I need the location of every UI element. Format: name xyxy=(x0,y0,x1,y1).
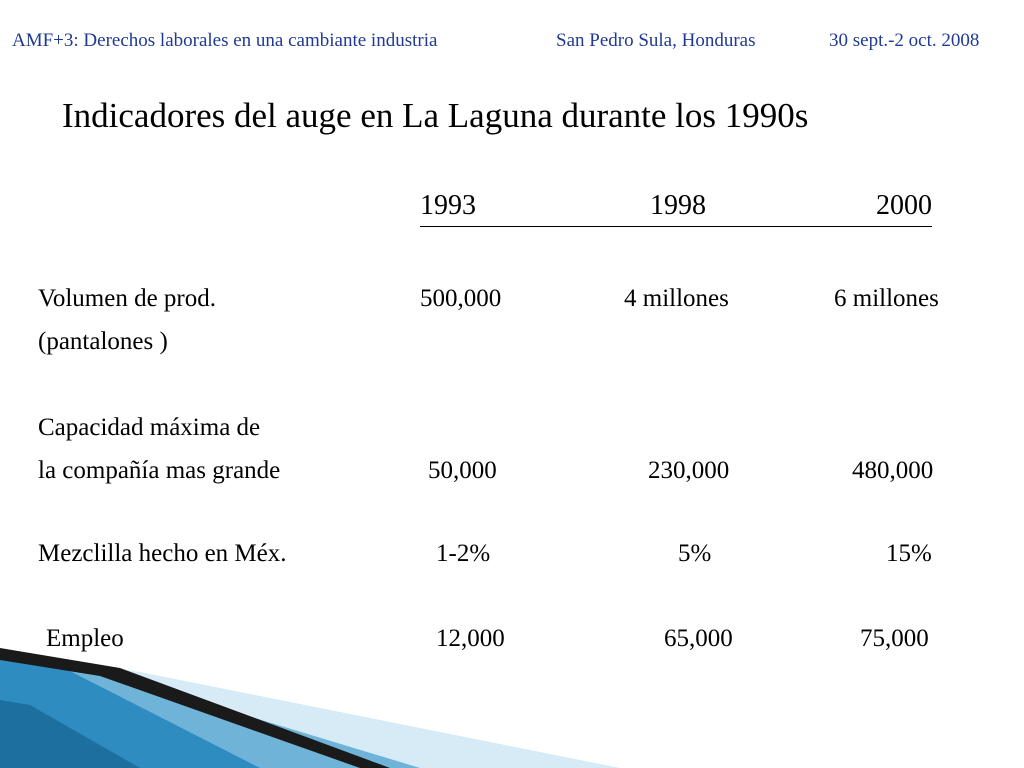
value-mezclilla-1993: 1-2% xyxy=(436,540,491,567)
value-capacidad-1993: 50,000 xyxy=(428,457,497,484)
year-1993: 1993 xyxy=(420,190,476,221)
value-volumen-1993: 500,000 xyxy=(420,285,502,312)
year-header-row xyxy=(420,190,932,227)
row-label-empleo: Empleo xyxy=(46,625,124,652)
row-label-volumen: Volumen de prod. xyxy=(38,285,216,312)
row-label-volumen-sub: (pantalones ) xyxy=(38,328,168,355)
value-volumen-2000: 6 millones xyxy=(834,285,939,312)
header-location: San Pedro Sula, Honduras xyxy=(556,30,756,51)
value-empleo-1998: 65,000 xyxy=(664,625,733,652)
slide-header xyxy=(0,30,1024,60)
year-1998: 1998 xyxy=(650,190,706,221)
value-volumen-1998: 4 millones xyxy=(624,285,729,312)
slide-title: Indicadores del auge en La Laguna durante los 1990s xyxy=(62,96,809,135)
value-capacidad-2000: 480,000 xyxy=(852,457,934,484)
row-label-capacidad: Capacidad máxima de xyxy=(38,414,261,441)
value-empleo-2000: 75,000 xyxy=(860,625,929,652)
value-empleo-1993: 12,000 xyxy=(436,625,505,652)
value-capacidad-1998: 230,000 xyxy=(648,457,730,484)
value-mezclilla-1998: 5% xyxy=(678,540,712,567)
header-event: AMF+3: Derechos laborales en una cambiante industria xyxy=(12,30,438,51)
year-2000: 2000 xyxy=(876,190,932,221)
header-dates: 30 sept.-2 oct. 2008 xyxy=(829,30,980,51)
value-mezclilla-2000: 15% xyxy=(886,540,932,567)
row-label-mezclilla: Mezclilla hecho en Méx. xyxy=(38,540,287,567)
row-label-capacidad-sub: la compañía mas grande xyxy=(38,457,281,484)
